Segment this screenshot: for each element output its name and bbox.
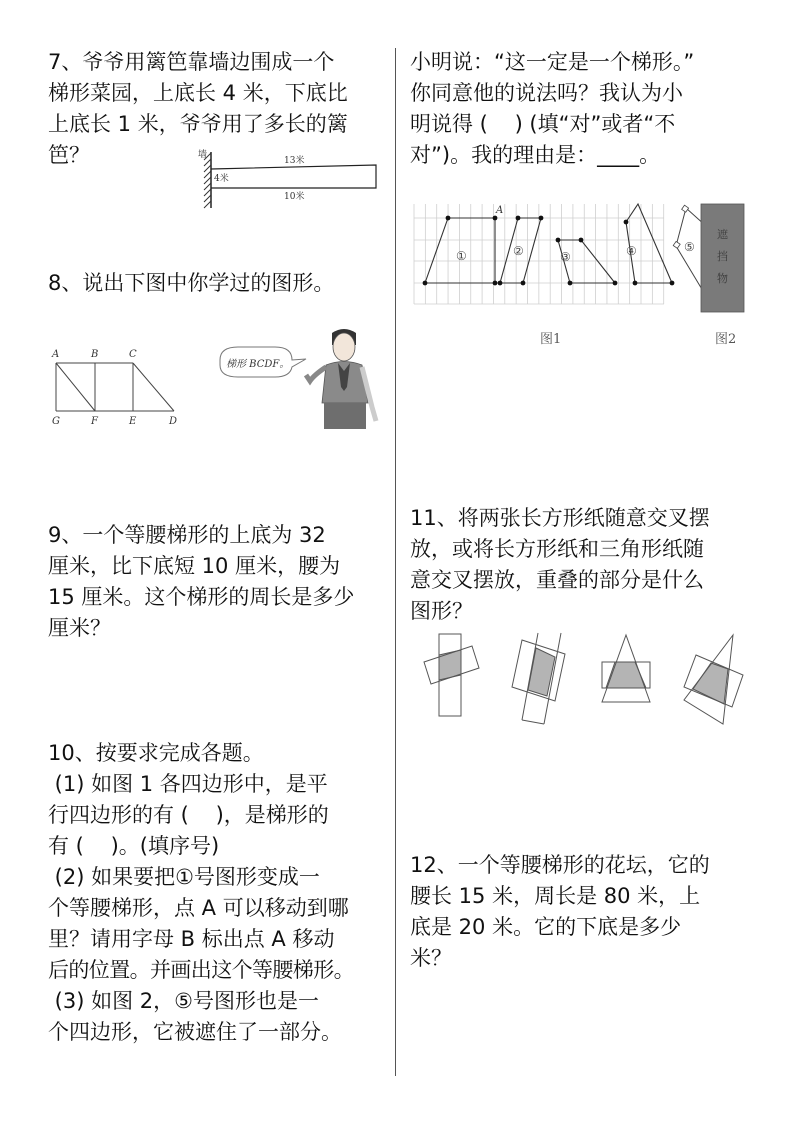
shape-number: ②: [513, 244, 524, 258]
q9-line: 15 厘米。这个梯形的周长是多少: [48, 585, 355, 609]
point-label: D: [169, 416, 178, 427]
q10-line: (2) 如果要把①号图形变成一: [48, 865, 320, 889]
q7-line: 7、爷爷用篱笆靠墙边围成一个: [48, 50, 335, 74]
trapezoid-garden: [211, 165, 376, 188]
question-9: [48, 520, 354, 644]
figure-1-and-2: [410, 198, 770, 353]
obstacle-char: 挡: [717, 250, 728, 263]
q10-line: 里？请用字母 B 标出点 A 移动: [48, 927, 335, 951]
obstacle-char: 遮: [717, 228, 728, 241]
q9-line: 9、一个等腰梯形的上底为 32: [48, 523, 326, 547]
q10-line: 有 ( )。(填序号): [48, 834, 220, 858]
strip-edge: [522, 720, 544, 724]
q11-line: 图形？: [410, 599, 473, 623]
q9-line: 厘米？: [48, 616, 111, 640]
q10-line: (1) 如图 1 各四边形中，是平: [48, 772, 328, 796]
boy-speech-illustration: [210, 325, 385, 435]
q7-line: 笆？: [48, 143, 90, 167]
overlap-figures: [410, 630, 760, 730]
question-10-continued: [410, 47, 694, 171]
segment-af: [56, 363, 95, 411]
q9-line: 厘米，比下底短 10 厘米，腰为: [48, 554, 341, 578]
q10-line: 行四边形的有 ( )，是梯形的: [48, 803, 329, 827]
question-12: [410, 850, 710, 974]
question-10: [48, 738, 354, 1048]
segment-cd: [133, 363, 174, 411]
point-a-label: A: [496, 205, 504, 216]
q10-line: 后的位置。并画出这个等腰梯形。: [48, 958, 354, 982]
shape-number: ①: [456, 249, 467, 263]
right-angle-mark: [673, 241, 680, 248]
obstacle-char: 物: [717, 272, 728, 285]
q10c-line: 小明说：“这一定是一个梯形。”: [410, 50, 695, 74]
q10-line: 个等腰梯形，点 A 可以移动到哪: [48, 896, 349, 920]
q10c-line: 对”)。我的理由是：____。: [410, 143, 661, 167]
point-label: E: [129, 416, 137, 427]
point-label: G: [52, 416, 60, 427]
point-label: F: [91, 416, 98, 427]
q10-line: 10、按要求完成各题。: [48, 741, 264, 765]
q11-line: 11、将两张长方形纸随意交叉摆: [410, 506, 710, 530]
q10-line: 个四边形，它被遮住了一部分。: [48, 1020, 342, 1044]
q7-line: 上底长 1 米，爷爷用了多长的篱: [48, 112, 348, 136]
point-label: B: [91, 349, 99, 360]
figure-1-label: 图1: [540, 332, 562, 347]
wall-label: 墙: [198, 150, 208, 160]
figure-2-label: 图2: [715, 332, 737, 347]
bottom-length-label: 10米: [284, 192, 305, 202]
top-length-label: 13米: [284, 156, 305, 166]
shape-number-5: ⑤: [684, 240, 695, 254]
shape-number: ③: [560, 250, 571, 264]
question-11: [410, 503, 710, 627]
question-8: [48, 268, 334, 299]
q7-line: 梯形菜园，上底长 4 米，下底比: [48, 81, 348, 105]
point-label: A: [52, 349, 60, 360]
q8-line: 8、说出下图中你学过的图形。: [48, 271, 335, 295]
q10c-line: 你同意他的说法吗？我认为小: [410, 81, 683, 105]
q10-line: (3) 如图 2，⑤号图形也是一: [48, 989, 319, 1013]
q11-line: 意交叉摆放，重叠的部分是什么: [410, 568, 704, 592]
wall-hatch: [204, 153, 211, 208]
boy-icon: [306, 329, 376, 429]
q10c-line: 明说得 ( ) (填“对”或者“不: [410, 112, 676, 136]
shape-number: ④: [626, 244, 637, 258]
speech-text: 梯形 BCDF。: [226, 359, 290, 370]
fence-figure: [196, 146, 386, 210]
q11-line: 放，或将长方形纸和三角形纸随: [410, 537, 704, 561]
point-label: C: [129, 349, 137, 360]
q12-line: 12、一个等腰梯形的花坛，它的: [410, 853, 710, 877]
q12-line: 腰长 15 米，周长是 80 米，上: [410, 884, 701, 908]
q12-line: 底是 20 米。它的下底是多少: [410, 915, 682, 939]
column-divider: [395, 48, 396, 1076]
q12-line: 米？: [410, 946, 452, 970]
side-length-label: 4米: [214, 174, 229, 184]
abcd-figure: [45, 342, 190, 430]
right-angle-mark: [682, 205, 689, 212]
